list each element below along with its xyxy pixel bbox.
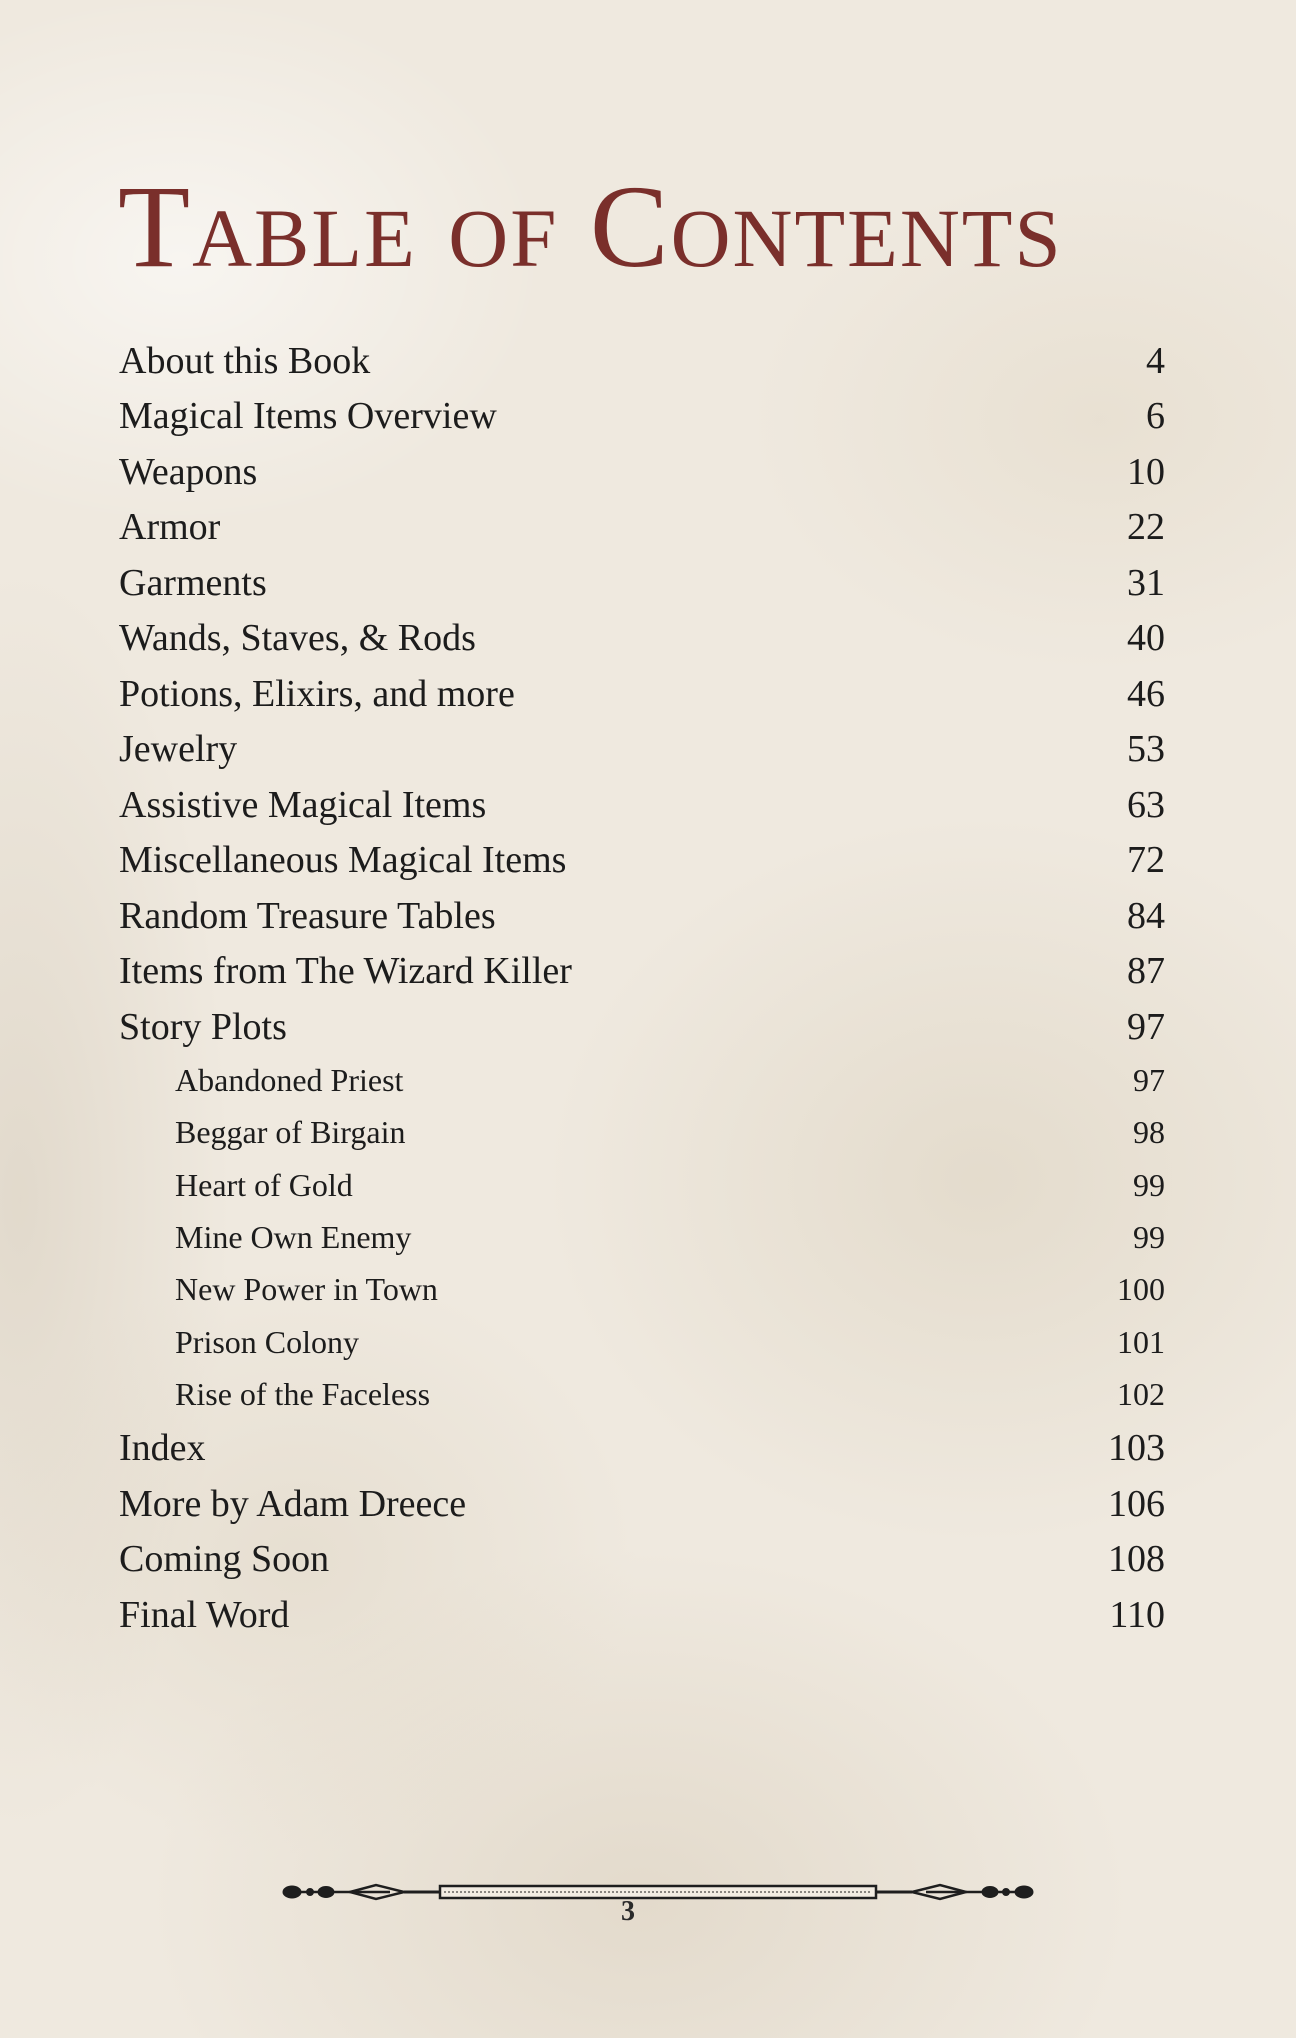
toc-entry[interactable] (119, 777, 1165, 833)
toc-subentry[interactable] (119, 1159, 1165, 1211)
toc-subentry[interactable] (119, 1368, 1165, 1420)
toc-entry-page-number: 63 (1127, 783, 1165, 826)
toc-entry[interactable] (119, 999, 1165, 1055)
toc-entry[interactable] (119, 555, 1165, 611)
toc-entry-page-number: 10 (1127, 450, 1165, 493)
toc-entry-label: Index (119, 1427, 206, 1470)
toc-entry-label: Beggar of Birgain (175, 1114, 406, 1151)
toc-entry[interactable] (119, 944, 1165, 1000)
toc-entry-label: Wands, Staves, & Rods (119, 617, 476, 660)
toc-entry-page-number: 100 (1117, 1271, 1165, 1308)
toc-entry-label: Mine Own Enemy (175, 1219, 412, 1256)
toc-entry[interactable] (119, 444, 1165, 500)
toc-entry-label: Miscellaneous Magical Items (119, 839, 567, 882)
toc-entry-page-number: 31 (1127, 561, 1165, 604)
toc-entry-label: Assistive Magical Items (119, 783, 487, 826)
toc-entry-page-number: 98 (1133, 1114, 1165, 1151)
toc-entry-page-number: 53 (1127, 728, 1165, 771)
toc-subentry[interactable] (119, 1055, 1165, 1107)
toc-subentry[interactable] (119, 1264, 1165, 1316)
toc-entry-label: Rise of the Faceless (175, 1375, 431, 1412)
toc-entry-page-number: 103 (1108, 1427, 1165, 1470)
toc-entry-page-number: 99 (1133, 1166, 1165, 1203)
toc-entry-label: Potions, Elixirs, and more (119, 672, 515, 715)
toc-entry-label: Items from The Wizard Killer (119, 950, 572, 993)
toc-entry[interactable] (119, 833, 1165, 889)
toc-subentry[interactable] (119, 1316, 1165, 1368)
toc-entry[interactable] (119, 722, 1165, 778)
toc-entry-page-number: 40 (1127, 617, 1165, 660)
toc-entry-label: More by Adam Dreece (119, 1482, 467, 1525)
toc-entry-page-number: 106 (1108, 1482, 1165, 1525)
toc-subentry[interactable] (119, 1211, 1165, 1263)
toc-entry-label: About this Book (119, 339, 371, 382)
toc-entry-label: Weapons (119, 450, 258, 493)
page-title: Table of Contents (118, 161, 1063, 292)
toc-subentry[interactable] (119, 1107, 1165, 1159)
toc-entry-label: Story Plots (119, 1005, 287, 1048)
toc-entry-label: New Power in Town (175, 1271, 438, 1308)
toc-entry-label: Final Word (119, 1593, 290, 1636)
toc-entry[interactable] (119, 500, 1165, 556)
toc-entry-label: Heart of Gold (175, 1166, 353, 1203)
toc-entry[interactable] (119, 611, 1165, 667)
toc-entry[interactable] (119, 1532, 1165, 1588)
toc-entry-page-number: 84 (1127, 894, 1165, 937)
toc-entry-label: Jewelry (119, 728, 238, 771)
toc-entry-page-number: 97 (1133, 1062, 1165, 1099)
toc-entry-label: Armor (119, 506, 221, 549)
toc-entry-page-number: 102 (1117, 1375, 1165, 1412)
toc-entry[interactable] (119, 1476, 1165, 1532)
toc-entry-page-number: 4 (1146, 339, 1165, 382)
toc-entry-label: Prison Colony (175, 1323, 360, 1360)
toc-entry-page-number: 110 (1109, 1593, 1165, 1636)
toc-entry-page-number: 87 (1127, 950, 1165, 993)
toc-entry-label: Random Treasure Tables (119, 894, 496, 937)
toc-entry-page-number: 101 (1117, 1323, 1165, 1360)
toc-entry[interactable] (119, 666, 1165, 722)
toc-entry-page-number: 72 (1127, 839, 1165, 882)
toc-entry-page-number: 97 (1127, 1005, 1165, 1048)
toc-entry-page-number: 99 (1133, 1219, 1165, 1256)
toc-entry-page-number: 108 (1108, 1538, 1165, 1581)
toc-entry[interactable] (119, 389, 1165, 445)
table-of-contents (119, 333, 1165, 1643)
toc-entry[interactable] (119, 333, 1165, 389)
page-number: 3 (621, 1896, 635, 1927)
toc-entry-page-number: 46 (1127, 672, 1165, 715)
toc-entry-label: Garments (119, 561, 267, 604)
toc-entry[interactable] (119, 1587, 1165, 1643)
toc-entry-label: Coming Soon (119, 1538, 330, 1581)
toc-entry-label: Abandoned Priest (175, 1062, 404, 1099)
toc-entry[interactable] (119, 1421, 1165, 1477)
toc-entry[interactable] (119, 888, 1165, 944)
toc-entry-label: Magical Items Overview (119, 395, 497, 438)
toc-entry-page-number: 6 (1146, 395, 1165, 438)
toc-entry-page-number: 22 (1127, 506, 1165, 549)
